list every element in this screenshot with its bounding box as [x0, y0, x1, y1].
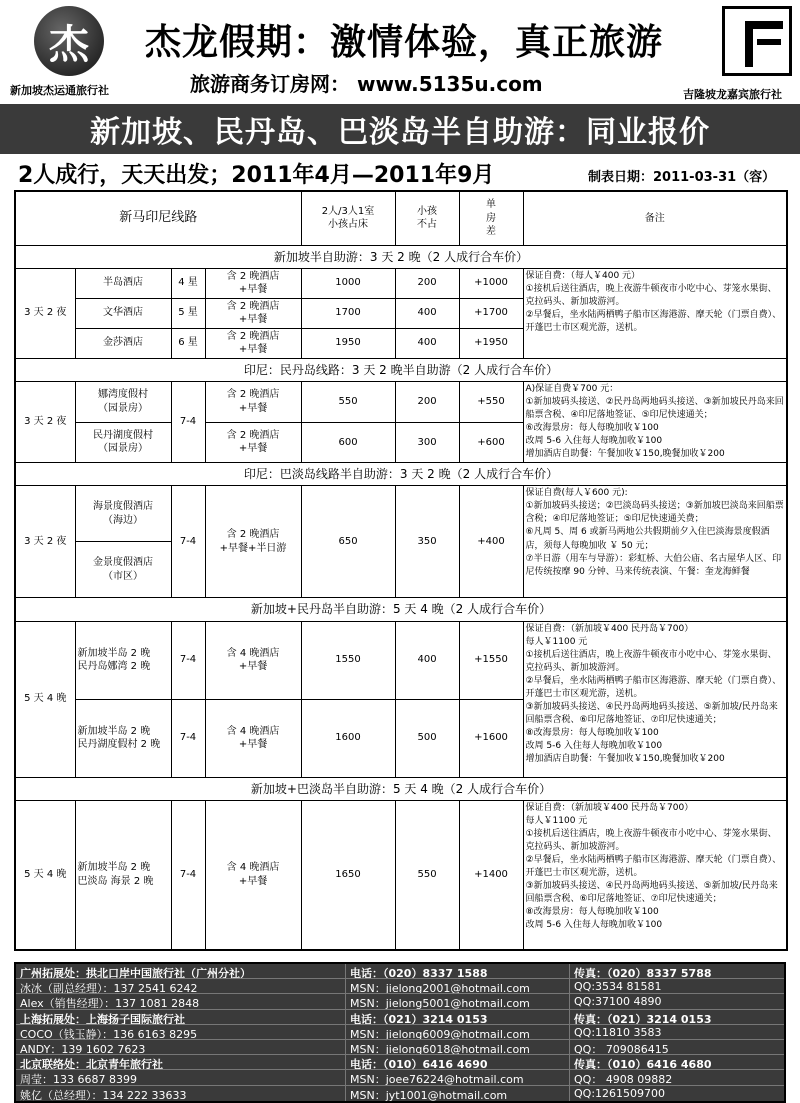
price-single: +1000 — [459, 268, 523, 298]
col-kid: 小孩 不占 — [395, 191, 459, 245]
price-room: 1550 — [301, 621, 395, 699]
price-kid: 400 — [395, 298, 459, 328]
hotel: 文华酒店 — [75, 298, 171, 328]
msn: MSN：jielong5001@hotmail.com — [346, 994, 570, 1008]
msn: MSN：jielong2001@hotmail.com — [346, 979, 570, 993]
price-single: +550 — [459, 381, 523, 422]
company-logo — [34, 6, 104, 76]
price-single: +1950 — [459, 328, 523, 358]
qq: QQ:1261509700 — [574, 1086, 666, 1100]
includes: 含 4 晚酒店 +早餐 — [205, 800, 301, 950]
hotel: 海景度假酒店 （海边） — [75, 486, 171, 542]
price-room: 1700 — [301, 298, 395, 328]
price-kid: 400 — [395, 621, 459, 699]
contact: 姚亿（总经理）：134 222 33633 — [16, 1086, 346, 1101]
table-row — [15, 268, 787, 298]
fax: 传真：（021）3214 0153 — [574, 1012, 712, 1024]
period: 7-4 — [171, 699, 205, 777]
phone: 电话：（010）6416 4690 — [346, 1055, 570, 1069]
hotel: 金景度假酒店 （市区） — [75, 542, 171, 598]
table-row — [15, 800, 787, 950]
qq: QQ： 709086415 — [574, 1042, 669, 1055]
contact: 广州拓展处：拱北口岸中国旅行社（广州分社） — [16, 964, 346, 978]
hotel: 金莎酒店 — [75, 328, 171, 358]
stars: 6 星 — [171, 328, 205, 358]
note: A)保证自费￥700 元： ①新加坡码头接送、②民丹岛两地码头接送、③新加坡民丹岛来回船票含税、④印尼落地签证、⑤印尼快速通关； ⑥改海景房：每人每晚加收￥100 改周 5-6 入住每人每晚加收￥100 增加酒店自助餐：午餐加收￥150,晚餐加收￥200 — [523, 381, 787, 462]
agency-left: 新加坡杰运通旅行社 — [10, 84, 109, 97]
phone: 电话：（021）3214 0153 — [346, 1010, 570, 1024]
price-single: +1400 — [459, 800, 523, 950]
price-table — [14, 190, 788, 951]
price-single: +1700 — [459, 298, 523, 328]
period: 7-4 — [171, 621, 205, 699]
contact: 冰冰（副总经理）：137 2541 6242 — [16, 979, 346, 993]
includes: 含 2 晚酒店 +早餐 — [205, 268, 301, 298]
includes: 含 2 晚酒店 +早餐+半日游 — [205, 486, 301, 598]
days: 3 天 2 夜 — [15, 486, 75, 598]
phone: 电话：（020）8337 1588 — [346, 964, 570, 978]
hotel: 娜湾度假村 （园景房） — [75, 381, 171, 422]
days: 3 天 2 夜 — [15, 268, 75, 358]
price-single: +600 — [459, 422, 523, 463]
price-kid: 400 — [395, 328, 459, 358]
footer-row — [16, 964, 784, 979]
msn: MSN：joee76224@hotmail.com — [346, 1070, 570, 1084]
price-kid: 300 — [395, 422, 459, 463]
contact: COCO（钱玉静）：136 6163 8295 — [16, 1025, 346, 1039]
hotel: 新加坡半岛 2 晚 民丹岛娜湾 2 晚 — [75, 621, 171, 699]
hotel: 半岛酒店 — [75, 268, 171, 298]
fax: 传真：（010）6416 4680 — [574, 1058, 712, 1070]
includes: 含 4 晚酒店 +早餐 — [205, 699, 301, 777]
footer-row — [16, 1010, 784, 1025]
qq: QQ:37100 4890 — [574, 995, 662, 1009]
price-single: +1600 — [459, 699, 523, 777]
footer-row — [16, 1070, 784, 1085]
days: 3 天 2 夜 — [15, 381, 75, 462]
col-single: 单 房 差 — [459, 191, 523, 245]
price-single: +400 — [459, 486, 523, 598]
footer-row — [16, 1025, 784, 1040]
col-room: 2人/3人1室 小孩占床 — [301, 191, 395, 245]
contact: Alex（销售经理）：137 1081 2848 — [16, 994, 346, 1008]
period: 7-4 — [171, 381, 205, 462]
section-title: 新加坡半自助游：3 天 2 晚（2 人成行合车价） — [15, 245, 787, 268]
contact: 上海拓展处：上海扬子国际旅行社 — [16, 1010, 346, 1024]
agency-right: 吉隆坡龙嘉宾旅行社 — [683, 88, 782, 101]
qq: QQ:3534 81581 — [574, 980, 662, 994]
section-title: 印尼：民丹岛线路：3 天 2 晚半自助游（2 人成行合车价） — [15, 358, 787, 381]
days: 5 天 4 晚 — [15, 800, 75, 950]
website-line: 旅游商务订房网： www.5135u.com — [190, 72, 543, 96]
section-title: 新加坡+民丹岛半自助游：5 天 4 晚（2 人成行合车价） — [15, 598, 787, 621]
footer-row — [16, 979, 784, 994]
table-row — [15, 486, 787, 542]
col-note: 备注 — [523, 191, 787, 245]
col-route: 新马印尼线路 — [15, 191, 301, 245]
table-row — [15, 381, 787, 422]
price-single: +1550 — [459, 621, 523, 699]
contact: ANDY：139 1602 7623 — [16, 1040, 346, 1054]
stars: 5 星 — [171, 298, 205, 328]
contact: 周莹：133 6687 8399 — [16, 1070, 346, 1084]
qq: QQ:11810 3583 — [574, 1025, 662, 1039]
header — [0, 0, 800, 104]
partner-logo — [722, 6, 792, 76]
contact-footer — [14, 962, 786, 1103]
price-room: 1600 — [301, 699, 395, 777]
days: 5 天 4 晚 — [15, 621, 75, 777]
footer-row — [16, 994, 784, 1009]
price-kid: 550 — [395, 800, 459, 950]
fax: 传真：（020）8337 5788 — [574, 967, 712, 979]
price-kid: 200 — [395, 268, 459, 298]
price-kid: 350 — [395, 486, 459, 598]
hotel: 民丹湖度假村 （园景房） — [75, 422, 171, 463]
footer-row — [16, 1040, 784, 1055]
contact: 北京联络处：北京青年旅行社 — [16, 1055, 346, 1069]
section-title: 印尼：巴淡岛线路半自助游：3 天 2 晚（2 人成行合车价） — [15, 463, 787, 486]
price-room: 1650 — [301, 800, 395, 950]
hotel: 新加坡半岛 2 晚 民丹湖度假村 2 晚 — [75, 699, 171, 777]
includes: 含 2 晚酒店 +早餐 — [205, 422, 301, 463]
msn: MSN：jyt1001@hotmail.com — [346, 1086, 570, 1101]
qq: QQ： 4908 09882 — [574, 1073, 673, 1085]
stars: 4 星 — [171, 268, 205, 298]
price-kid: 200 — [395, 381, 459, 422]
price-room: 1950 — [301, 328, 395, 358]
main-title: 杰龙假期：激情体验，真正旅游 — [145, 22, 664, 63]
price-room: 1000 — [301, 268, 395, 298]
footer-row — [16, 1055, 784, 1070]
logo-char: 杰 — [49, 20, 89, 68]
period: 7-4 — [171, 486, 205, 598]
price-room: 650 — [301, 486, 395, 598]
includes: 含 4 晚酒店 +早餐 — [205, 621, 301, 699]
note: 保证自费：（每人￥400 元） ①接机后送往酒店，晚上夜游牛顿夜市小吃中心、芽笼水果街、克拉码头、新加坡游河。 ②早餐后，坐水陆两栖鸭子船市区海港游、摩天轮（门票自费）、开蓬巴士市区观光游，送机。 — [523, 268, 787, 358]
banner: 新加坡、民丹岛、巴淡岛半自助游：同业报价 — [0, 104, 800, 154]
note: 保证自费：（新加坡￥400 民丹岛￥700） 每人￥1100 元 ①接机后送往酒店，晚上夜游牛顿夜市小吃中心、芽笼水果街、克拉码头、新加坡游河。 ②早餐后，坐水陆两栖鸭子船市区海港游、摩天轮（门票自费）、开蓬巴士市区观光游，送机。 ③新加坡码头接送、④民丹岛两地码头接送、⑤新加坡/民丹岛来回船票含税、⑥印尼落地签证、⑦印尼快速通关； ⑧改海景房：每人每晚加收￥100 改周 5-6 入住每人每晚加收￥100 — [523, 800, 787, 950]
made-date: 制表日期：2011-03-31（容） — [588, 170, 776, 185]
section-title: 新加坡+巴淡岛半自助游：5 天 4 晚（2 人成行合车价） — [15, 777, 787, 800]
includes: 含 2 晚酒店 +早餐 — [205, 381, 301, 422]
table-header — [15, 191, 787, 245]
footer-row — [16, 1086, 784, 1101]
note: 保证自费：（新加坡￥400 民丹岛￥700） 每人￥1100 元 ①接机后送往酒店，晚上夜游牛顿夜市小吃中心、芽笼水果街、克拉码头、新加坡游河。 ②早餐后，坐水陆两栖鸭子船市区海港游、摩天轮（门票自费）、开蓬巴士市区观光游，送机。 ③新加坡码头接送、④民丹岛两地码头接送、⑤新加坡/民丹岛来回船票含税、⑥印尼落地签证、⑦印尼快速通关； ⑧改海景房：每人每晚加收￥100 改周 5-6 入住每人每晚加收￥100 增加酒店自助餐：午餐加收￥150,晚餐加收￥200 — [523, 621, 787, 777]
note: 保证自费(每人￥600 元): ①新加坡码头接送；②巴淡岛码头接送；③新加坡巴淡岛来回船票含税；④印尼落地签证；⑤印尼快速通关费； ⑥凡周 5、周 6 或新马两地公共假期前夕入住巴淡海景度假酒店，须每人每晚加收 ￥ 50 元； ⑦半日游（用车与导游）：彩虹桥、大伯公庙、名古屋华人区、印尼传统按摩 90 分钟、马来传统表演、午餐：奎龙海鲜餐 — [523, 486, 787, 598]
period: 7-4 — [171, 800, 205, 950]
price-room: 550 — [301, 381, 395, 422]
msn: MSN：jielong6018@hotmail.com — [346, 1040, 570, 1054]
hotel: 新加坡半岛 2 晚 巴淡岛 海景 2 晚 — [75, 800, 171, 950]
price-room: 600 — [301, 422, 395, 463]
table-row — [15, 621, 787, 699]
date-range: 2人成行，天天出发；2011年4月—2011年9月 — [18, 163, 495, 188]
includes: 含 2 晚酒店 +早餐 — [205, 328, 301, 358]
includes: 含 2 晚酒店 +早餐 — [205, 298, 301, 328]
msn: MSN：jielong6009@hotmail.com — [346, 1025, 570, 1039]
price-kid: 500 — [395, 699, 459, 777]
